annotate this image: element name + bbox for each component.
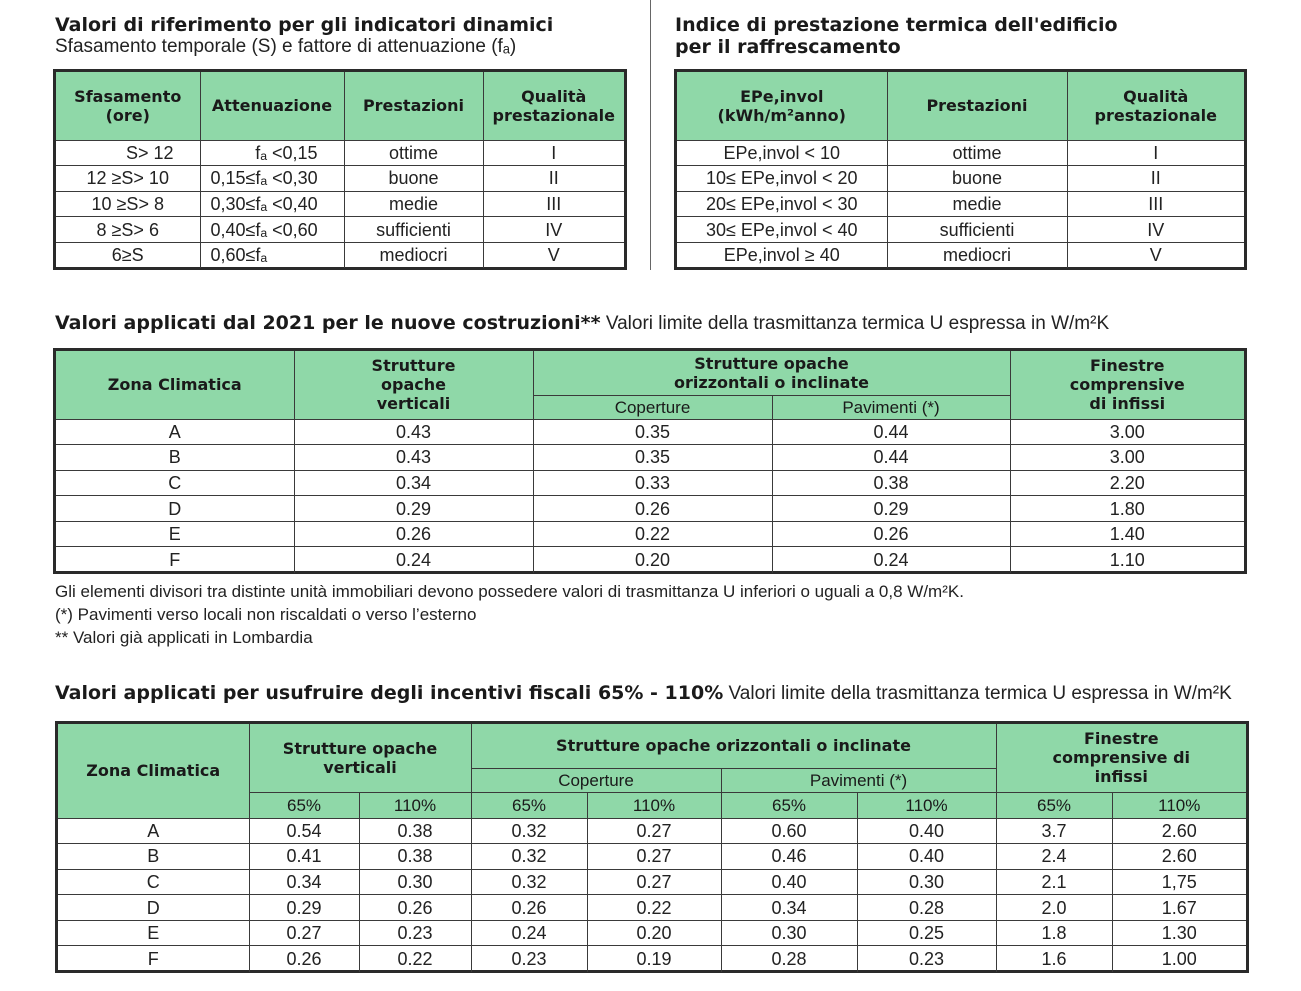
table-row <box>677 166 1244 192</box>
cell: ottime <box>887 140 1067 166</box>
note-divisori: Gli elementi divisori tra distinte unità immobiliari devono possedere valori di trasmittanza U inferiori o uguali a 0,8 W/m²K. <box>55 582 964 601</box>
header-coperture: Coperture <box>471 768 721 792</box>
cell: 0.40 <box>857 844 996 870</box>
cell: 0.19 <box>587 946 721 972</box>
cell: 0.26 <box>471 895 587 921</box>
cell: 0.28 <box>857 895 996 921</box>
cell: 1.6 <box>996 946 1112 972</box>
cell: 0.60 <box>721 818 857 844</box>
table-row <box>677 191 1244 217</box>
section4-title-normal: Valori limite della trasmittanza termica U espressa in W/m²K <box>723 683 1232 704</box>
header-pavimenti-65: 65% <box>721 792 857 818</box>
cell: 2.60 <box>1112 844 1246 870</box>
header-pavimenti: Pavimenti (*) <box>772 395 1010 419</box>
header-finestre: Finestre comprensive di infissi <box>1010 351 1244 419</box>
cell: 0.29 <box>772 496 1010 522</box>
header-zona: Zona Climatica <box>58 724 249 818</box>
cell: F <box>58 946 249 972</box>
cell: 0.44 <box>772 445 1010 471</box>
cell: 2.4 <box>996 844 1112 870</box>
cell: I <box>483 140 624 166</box>
cell: F <box>56 547 294 573</box>
cell: 0.23 <box>359 920 471 946</box>
cell: 0.27 <box>249 920 359 946</box>
table-incentivi-limits <box>55 721 1249 973</box>
cell: 0.26 <box>772 521 1010 547</box>
cell: 0.41 <box>249 844 359 870</box>
cell: 0.30 <box>857 869 996 895</box>
cell: 1.30 <box>1112 920 1246 946</box>
cell: 0.25 <box>857 920 996 946</box>
table-row <box>56 166 624 192</box>
column-divider <box>650 0 651 270</box>
cell: C <box>56 470 294 496</box>
section1-title: Valori di riferimento per gli indicatori dinamici <box>55 14 554 36</box>
cell: fₐ <0,15 <box>200 140 344 166</box>
header-qualita: Qualità prestazionale <box>483 72 624 140</box>
cell: 0.35 <box>533 419 772 445</box>
cell: E <box>58 920 249 946</box>
cell: III <box>483 191 624 217</box>
cell: medie <box>344 191 483 217</box>
cell: B <box>56 445 294 471</box>
table-row <box>58 818 1246 844</box>
cell: 0.38 <box>359 844 471 870</box>
note-pavimenti: (*) Pavimenti verso locali non riscaldati o verso l’esterno <box>55 605 477 624</box>
cell: I <box>1067 140 1244 166</box>
cell: 0.46 <box>721 844 857 870</box>
cell: 3.7 <box>996 818 1112 844</box>
section1-subtitle: Sfasamento temporale (S) e fattore di attenuazione (fₐ) <box>55 36 517 57</box>
cell: mediocri <box>344 242 483 268</box>
cell: D <box>58 895 249 921</box>
table-row <box>56 496 1244 522</box>
cell: A <box>56 419 294 445</box>
section3-title-normal: Valori limite della trasmittanza termica U espressa in W/m²K <box>600 313 1110 334</box>
header-orizzontali: Strutture opache orizzontali o inclinate <box>471 724 996 768</box>
table-row <box>56 547 1244 573</box>
table-row <box>56 419 1244 445</box>
cell: 0.23 <box>857 946 996 972</box>
cell: 1.10 <box>1010 547 1244 573</box>
cell: 0.43 <box>294 419 533 445</box>
header-verticali-65: 65% <box>249 792 359 818</box>
cell: 1,75 <box>1112 869 1246 895</box>
table-row <box>56 521 1244 547</box>
header-verticali: Strutture opache verticali <box>249 724 471 792</box>
cell: 0.33 <box>533 470 772 496</box>
cell: sufficienti <box>344 217 483 243</box>
cell: III <box>1067 191 1244 217</box>
cell: 2.1 <box>996 869 1112 895</box>
cell: II <box>483 166 624 192</box>
header-prestazioni: Prestazioni <box>344 72 483 140</box>
cell: 10 ≥S> 8 <box>56 191 200 217</box>
cell: 0.54 <box>249 818 359 844</box>
cell: 0.22 <box>533 521 772 547</box>
cell: 1.8 <box>996 920 1112 946</box>
cell: 0.27 <box>587 818 721 844</box>
cell: 0.24 <box>294 547 533 573</box>
cell: 0.30 <box>721 920 857 946</box>
section4-title-bold: Valori applicati per usufruire degli incentivi fiscali 65% - 110% <box>55 682 724 704</box>
cell: 0.24 <box>471 920 587 946</box>
header-qualita: Qualità prestazionale <box>1067 72 1244 140</box>
cell: IV <box>1067 217 1244 243</box>
table-row <box>56 445 1244 471</box>
cell: V <box>1067 242 1244 268</box>
cell: 1.67 <box>1112 895 1246 921</box>
header-pavimenti-110: 110% <box>857 792 996 818</box>
header-attenuazione: Attenuazione <box>200 72 344 140</box>
cell: medie <box>887 191 1067 217</box>
cell: mediocri <box>887 242 1067 268</box>
cell: 0.24 <box>772 547 1010 573</box>
cell: 0.32 <box>471 818 587 844</box>
cell: 6≥S <box>56 242 200 268</box>
cell: ottime <box>344 140 483 166</box>
cell: 0.38 <box>772 470 1010 496</box>
cell: 0.32 <box>471 869 587 895</box>
cell: 0.38 <box>359 818 471 844</box>
cell: sufficienti <box>887 217 1067 243</box>
cell: 0.28 <box>721 946 857 972</box>
cell: 0.35 <box>533 445 772 471</box>
cell: B <box>58 844 249 870</box>
cell: C <box>58 869 249 895</box>
cell: D <box>56 496 294 522</box>
table-row <box>58 844 1246 870</box>
table-row <box>56 191 624 217</box>
cell: 2.60 <box>1112 818 1246 844</box>
table-row <box>58 869 1246 895</box>
header-coperture: Coperture <box>533 395 772 419</box>
section-cooling-index <box>675 14 1247 58</box>
cell: 20≤ EPe,invol < 30 <box>677 191 887 217</box>
cell: 0,60≤fₐ <box>200 242 344 268</box>
cell: buone <box>887 166 1067 192</box>
cell: 0,40≤fₐ <0,60 <box>200 217 344 243</box>
table-cooling-index <box>674 69 1247 270</box>
cell: 10≤ EPe,invol < 20 <box>677 166 887 192</box>
header-finestre: Finestre comprensive di infissi <box>996 724 1246 792</box>
table-row <box>677 217 1244 243</box>
header-verticali: Strutture opache verticali <box>294 351 533 419</box>
cell: IV <box>483 217 624 243</box>
cell: buone <box>344 166 483 192</box>
header-finestre-65: 65% <box>996 792 1112 818</box>
header-sfasamento: Sfasamento (ore) <box>56 72 200 140</box>
cell: 2.20 <box>1010 470 1244 496</box>
cell: 0.26 <box>359 895 471 921</box>
header-epe: EPe,invol (kWh/m²anno) <box>677 72 887 140</box>
table-dynamic-indicators <box>53 69 627 270</box>
cell: 0.43 <box>294 445 533 471</box>
table-row <box>58 946 1246 972</box>
table-row <box>56 242 624 268</box>
cell: 0,15≤fₐ <0,30 <box>200 166 344 192</box>
cell: 0.34 <box>721 895 857 921</box>
cell: EPe,invol ≥ 40 <box>677 242 887 268</box>
cell: V <box>483 242 624 268</box>
table-row <box>677 242 1244 268</box>
table-row <box>58 920 1246 946</box>
cell: 0.34 <box>294 470 533 496</box>
cell: 0.23 <box>471 946 587 972</box>
header-finestre-110: 110% <box>1112 792 1246 818</box>
cell: 0.26 <box>249 946 359 972</box>
cell: 0.22 <box>359 946 471 972</box>
cell: E <box>56 521 294 547</box>
header-orizzontali: Strutture opache orizzontali o inclinate <box>533 351 1010 395</box>
cell: 0.26 <box>294 521 533 547</box>
header-coperture-110: 110% <box>587 792 721 818</box>
cell: A <box>58 818 249 844</box>
section-incentivi-title <box>55 682 1255 705</box>
section-2021-title <box>55 312 1255 335</box>
cell: 0.34 <box>249 869 359 895</box>
notes <box>55 580 1255 649</box>
header-prestazioni: Prestazioni <box>887 72 1067 140</box>
section2-title-line1: Indice di prestazione termica dell'edificio <box>675 14 1118 36</box>
table-row <box>56 470 1244 496</box>
cell: 0.30 <box>359 869 471 895</box>
header-zona: Zona Climatica <box>56 351 294 419</box>
cell: 1.00 <box>1112 946 1246 972</box>
cell: 3.00 <box>1010 445 1244 471</box>
cell: 0.29 <box>294 496 533 522</box>
cell: 0.20 <box>533 547 772 573</box>
cell: 3.00 <box>1010 419 1244 445</box>
table-2021-limits <box>53 348 1247 574</box>
cell: 12 ≥S> 10 <box>56 166 200 192</box>
cell: 30≤ EPe,invol < 40 <box>677 217 887 243</box>
cell: 0.29 <box>249 895 359 921</box>
cell: 0.40 <box>721 869 857 895</box>
cell: 0.26 <box>533 496 772 522</box>
cell: 0.20 <box>587 920 721 946</box>
cell: 2.0 <box>996 895 1112 921</box>
cell: 0,30≤fₐ <0,40 <box>200 191 344 217</box>
cell: 0.22 <box>587 895 721 921</box>
table-row <box>56 140 624 166</box>
cell: 0.44 <box>772 419 1010 445</box>
section2-title-line2: per il raffrescamento <box>675 36 901 58</box>
cell: S> 12 <box>56 140 200 166</box>
section-dynamic-indicators <box>55 14 627 58</box>
header-coperture-65: 65% <box>471 792 587 818</box>
section3-title-bold: Valori applicati dal 2021 per le nuove costruzioni** <box>55 312 601 334</box>
cell: 1.80 <box>1010 496 1244 522</box>
note-lombardia: ** Valori già applicati in Lombardia <box>55 628 313 647</box>
cell: 8 ≥S> 6 <box>56 217 200 243</box>
cell: EPe,invol < 10 <box>677 140 887 166</box>
cell: 0.27 <box>587 844 721 870</box>
header-pavimenti: Pavimenti (*) <box>721 768 996 792</box>
cell: 0.27 <box>587 869 721 895</box>
cell: 1.40 <box>1010 521 1244 547</box>
cell: 0.32 <box>471 844 587 870</box>
table-row <box>677 140 1244 166</box>
cell: 0.40 <box>857 818 996 844</box>
table-row <box>58 895 1246 921</box>
header-verticali-110: 110% <box>359 792 471 818</box>
table-row <box>56 217 624 243</box>
cell: II <box>1067 166 1244 192</box>
